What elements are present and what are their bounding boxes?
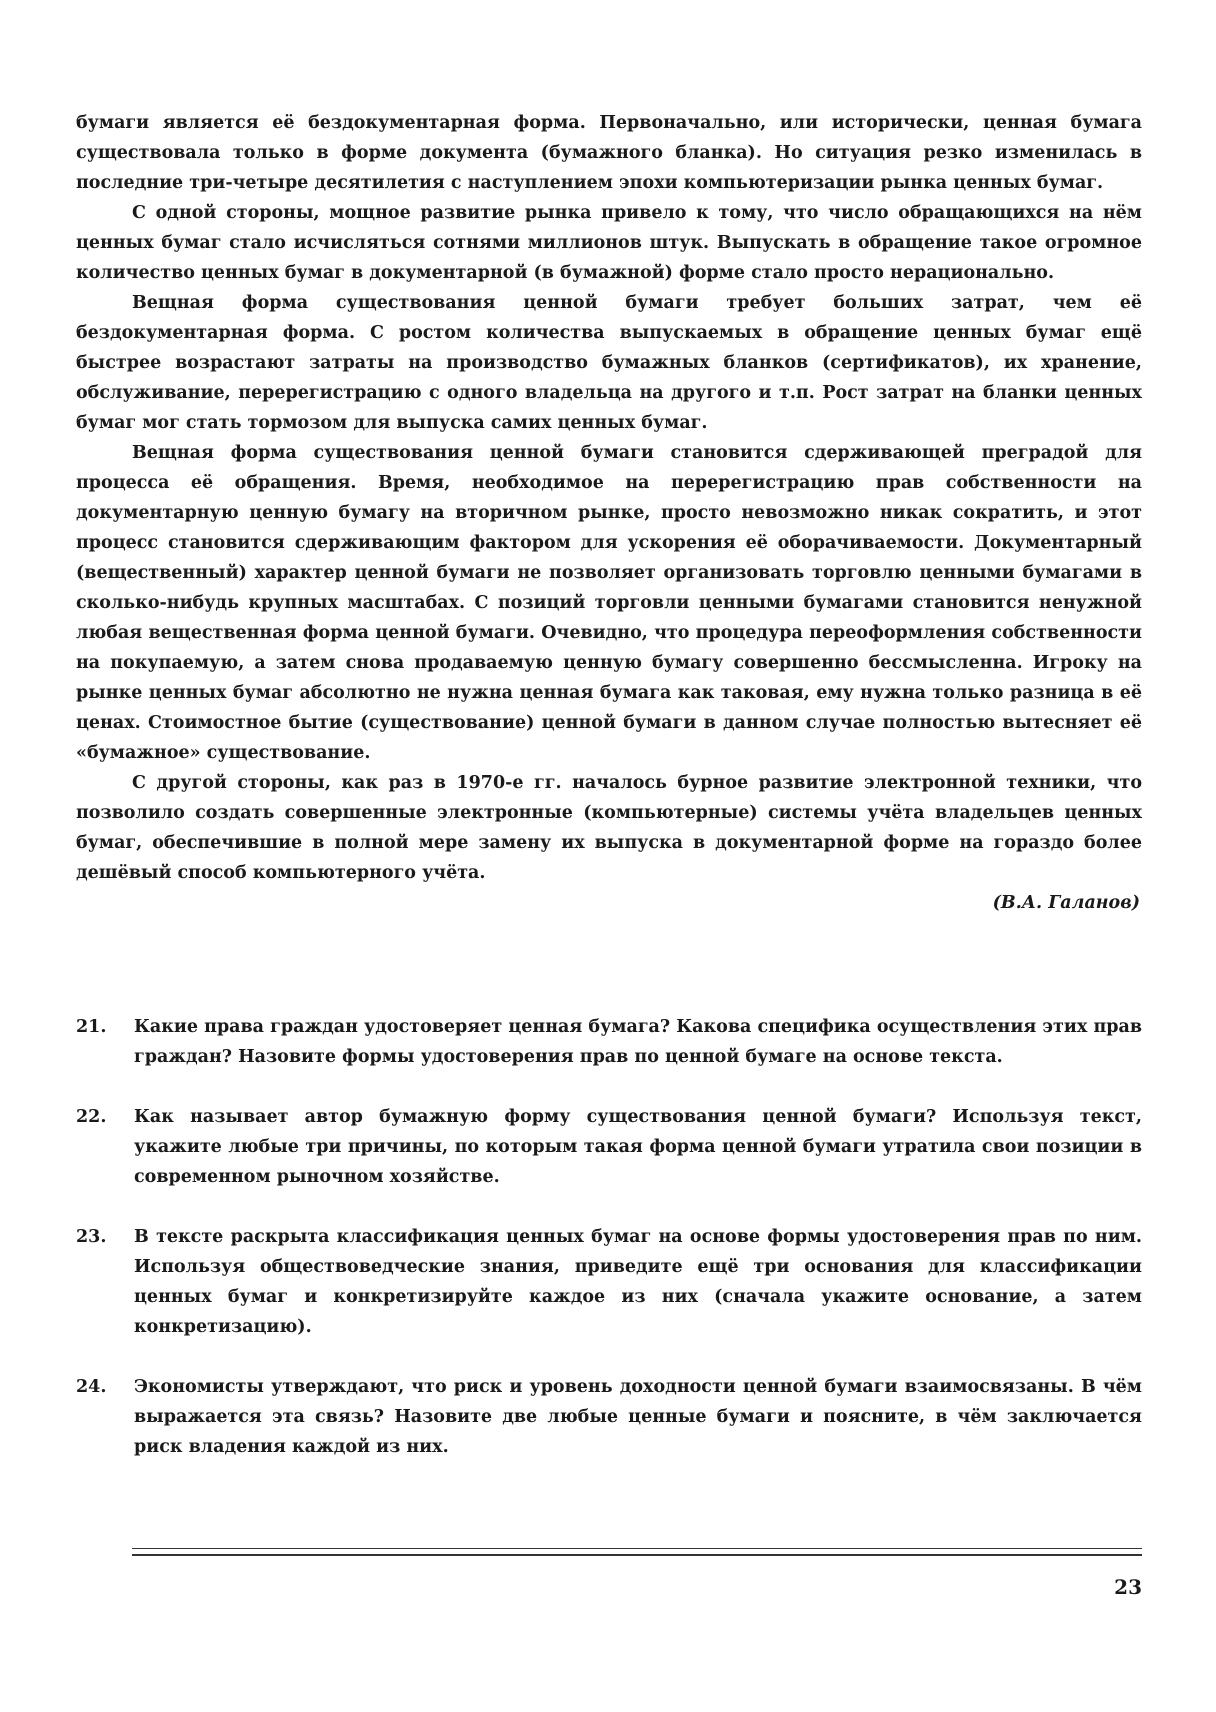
question-item bbox=[76, 1012, 1142, 1072]
passage-author: (В.А. Галанов) bbox=[992, 893, 1140, 913]
question-number: 24. bbox=[76, 1377, 107, 1397]
question-list bbox=[76, 1012, 1142, 1492]
question-text: Экономисты утверждают, что риск и уровень доходности ценной бумаги взаимосвязаны. В чём выражается эта связь? Назовите две любые ценные бумаги и поясните, в чём заключается риск владения каждой из них. bbox=[134, 1377, 1142, 1457]
passage-paragraph: Вещная форма существования ценной бумаги требует больших затрат, чем её бездокументарная форма. С ростом количества выпускаемых в обращение ценных бумаг ещё быстрее возрастают затраты на производство бумажных бланков (сертификатов), их хранение, обслуживание, перерегистрацию с одного владельца на другого и т.п. Рост затрат на бланки ценных бумаг мог стать тормозом для выпуска самих ценных бумаг. bbox=[76, 293, 1142, 433]
passage-paragraph: С другой стороны, как раз в 1970-е гг. началось бурное развитие электронной техники, что позволило создать совершенные электронные (компьютерные) системы учёта владельцев ценных бумаг, обеспечившие в полной мере замену их выпуска в документарной форме на гораздо более дешёвый способ компьютерного учёта. bbox=[76, 773, 1142, 883]
passage-paragraph: бумаги является её бездокументарная форма. Первоначально, или исторически, ценная бумага существовала только в форме документа (бумажного бланка). Но ситуация резко изменилась в последние три-четыре десятилетия с наступлением эпохи компьютеризации рынка ценных бумаг. bbox=[76, 113, 1142, 193]
footer-divider bbox=[132, 1548, 1142, 1556]
question-text: Какие права граждан удостоверяет ценная бумага? Какова специфика осуществления этих прав граждан? Назовите формы удостоверения прав по ценной бумаге на основе текста. bbox=[134, 1017, 1142, 1067]
question-item bbox=[76, 1102, 1142, 1192]
passage-paragraph: С одной стороны, мощное развитие рынка привело к тому, что число обращающихся на нём ценных бумаг стало исчисляться сотнями миллионов штук. Выпускать в обращение такое огромное количество ценных бумаг в документарной (в бумажной) форме стало просто нерационально. bbox=[76, 203, 1142, 283]
question-text: В тексте раскрыта классификация ценных бумаг на основе формы удостоверения прав по ним. Используя обществоведческие знания, приведите ещё три основания для классификации ценных бумаг и конкретизируйте каждое из них (сначала укажите основание, а затем конкретизацию). bbox=[134, 1227, 1142, 1337]
question-number: 22. bbox=[76, 1107, 107, 1127]
page-number: 23 bbox=[1114, 1575, 1142, 1599]
question-number: 23. bbox=[76, 1227, 107, 1247]
passage bbox=[76, 108, 1142, 918]
question-text: Как называет автор бумажную форму существования ценной бумаги? Используя текст, укажите любые три причины, по которым такая форма ценной бумаги утратила свои позиции в современном рыночном хозяйстве. bbox=[134, 1107, 1142, 1187]
passage-paragraph: Вещная форма существования ценной бумаги становится сдерживающей преградой для процесса её обращения. Время, необходимое на перерегистрацию прав собственности на документарную ценную бумагу на вторичном рынке, просто невозможно никак сократить, и этот процесс становится сдерживающим фактором для ускорения её оборачиваемости. Документарный (вещественный) характер ценной бумаги не позволяет организовать торговлю ценными бумагами в сколько-нибудь крупных масштабах. С позиций торговли ценными бумагами становится ненужной любая вещественная форма ценной бумаги. Очевидно, что процедура переоформления собственности на покупаемую, а затем снова продаваемую ценную бумагу совершенно бессмысленна. Игроку на рынке ценных бумаг абсолютно не нужна ценная бумага как таковая, ему нужна только разница в её ценах. Стоимостное бытие (существование) ценной бумаги в данном случае полностью вытесняет её «бумажное» существование. bbox=[76, 443, 1142, 763]
question-number: 21. bbox=[76, 1017, 107, 1037]
question-item bbox=[76, 1222, 1142, 1342]
question-item bbox=[76, 1372, 1142, 1462]
